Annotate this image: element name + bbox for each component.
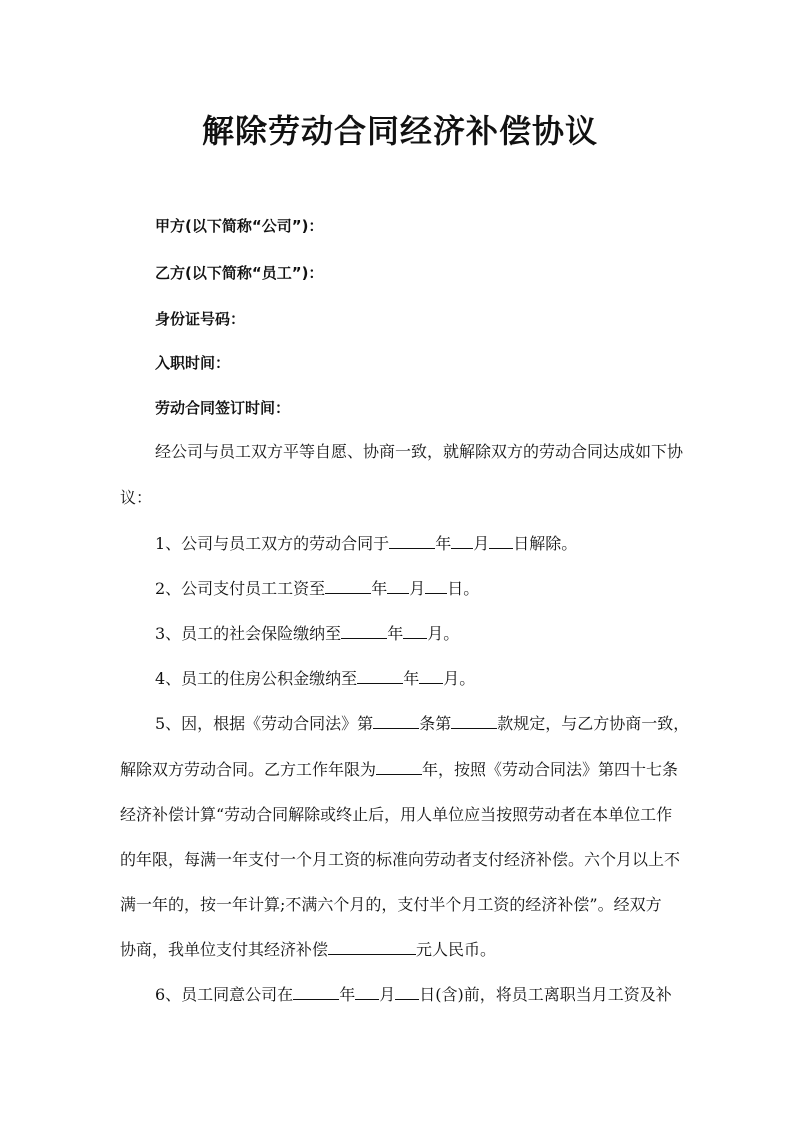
blank-years [376,760,422,775]
clause-4 [155,666,475,689]
blank-month [403,624,427,639]
blank-day [395,985,419,1000]
intro-line-2: 议： [120,488,153,507]
clause-2-text-d: 日。 [447,579,480,598]
document-title: 解除劳动合同经济补偿协议 [201,112,598,150]
clause-5-text-1c: 款规定，与乙方协商一致， [497,714,690,733]
blank-month [451,534,473,549]
blank-year [325,579,371,594]
clause-5-text-2a: 解除双方劳动合同。乙方工作年限为 [120,760,377,779]
blank-year [389,534,435,549]
clause-4-text-c: 月。 [443,669,476,688]
party-a-label: 甲方(以下简称“公司”)： [155,217,324,235]
clause-1-text-b: 年 [435,534,452,553]
blank-year [341,624,387,639]
blank-day [425,579,447,594]
clause-5-line-6 [120,937,496,960]
contract-signed-label: 劳动合同签订时间： [155,399,291,417]
clause-1-text-c: 月 [473,534,490,553]
intro-line-1: 经公司与员工双方平等自愿、协商一致，就解除双方的劳动合同达成如下协 [155,442,684,461]
clause-5-line-2 [120,757,678,780]
clause-2-text-a: 2、公司支付员工工资至 [155,579,326,598]
clause-5-text-1b: 条第 [419,714,452,733]
clause-5-text-2b: 年，按照《劳动合同法》第四十七条 [422,760,679,779]
blank-year [293,985,339,1000]
clause-5-text-6b: 元人民币。 [416,940,497,959]
clause-5-line-3: 经济补偿计算“劳动合同解除或终止后，用人单位应当按照劳动者在本单位工作 [120,805,673,824]
party-b-label: 乙方(以下简称“员工”)： [155,264,324,282]
clause-1 [155,531,577,554]
clause-3 [155,621,459,644]
blank-year [357,669,403,684]
clause-5-text-6a: 协商，我单位支付其经济补偿 [120,940,329,959]
clause-6-text-c: 月 [379,985,396,1004]
blank-paragraph [451,714,497,729]
clause-4-text-b: 年 [403,669,420,688]
clause-5-line-1 [155,711,689,734]
clause-6-text-d: 日(含)前，将员工离职当月工资及补 [419,985,672,1004]
clause-5-line-4: 的年限，每满一年支付一个月工资的标准向劳动者支付经济补偿。六个月以上不 [120,850,681,869]
blank-amount [328,940,416,955]
entry-time-label: 入职时间： [155,354,231,372]
clause-6-text-a: 6、员工同意公司在 [155,985,294,1004]
clause-1-text-d: 日解除。 [513,534,578,553]
blank-month [355,985,379,1000]
clause-3-text-c: 月。 [427,624,460,643]
clause-3-text-b: 年 [387,624,404,643]
blank-article [373,714,419,729]
clause-2-text-c: 月 [409,579,426,598]
blank-day [489,534,513,549]
clause-2-text-b: 年 [371,579,388,598]
clause-3-text-a: 3、员工的社会保险缴纳至 [155,624,342,643]
clause-6-text-b: 年 [339,985,356,1004]
clause-5-line-5: 满一年的，按一年计算;不满六个月的，支付半个月工资的经济补偿”。经双方 [120,895,662,914]
blank-month [419,669,443,684]
clause-2 [155,576,479,599]
clause-6 [155,982,672,1005]
blank-month [387,579,409,594]
clause-5-text-1a: 5、因，根据《劳动合同法》第 [155,714,374,733]
clause-1-text-a: 1、公司与员工双方的劳动合同于 [155,534,390,553]
id-number-label: 身份证号码： [155,310,246,328]
clause-4-text-a: 4、员工的住房公积金缴纳至 [155,669,358,688]
